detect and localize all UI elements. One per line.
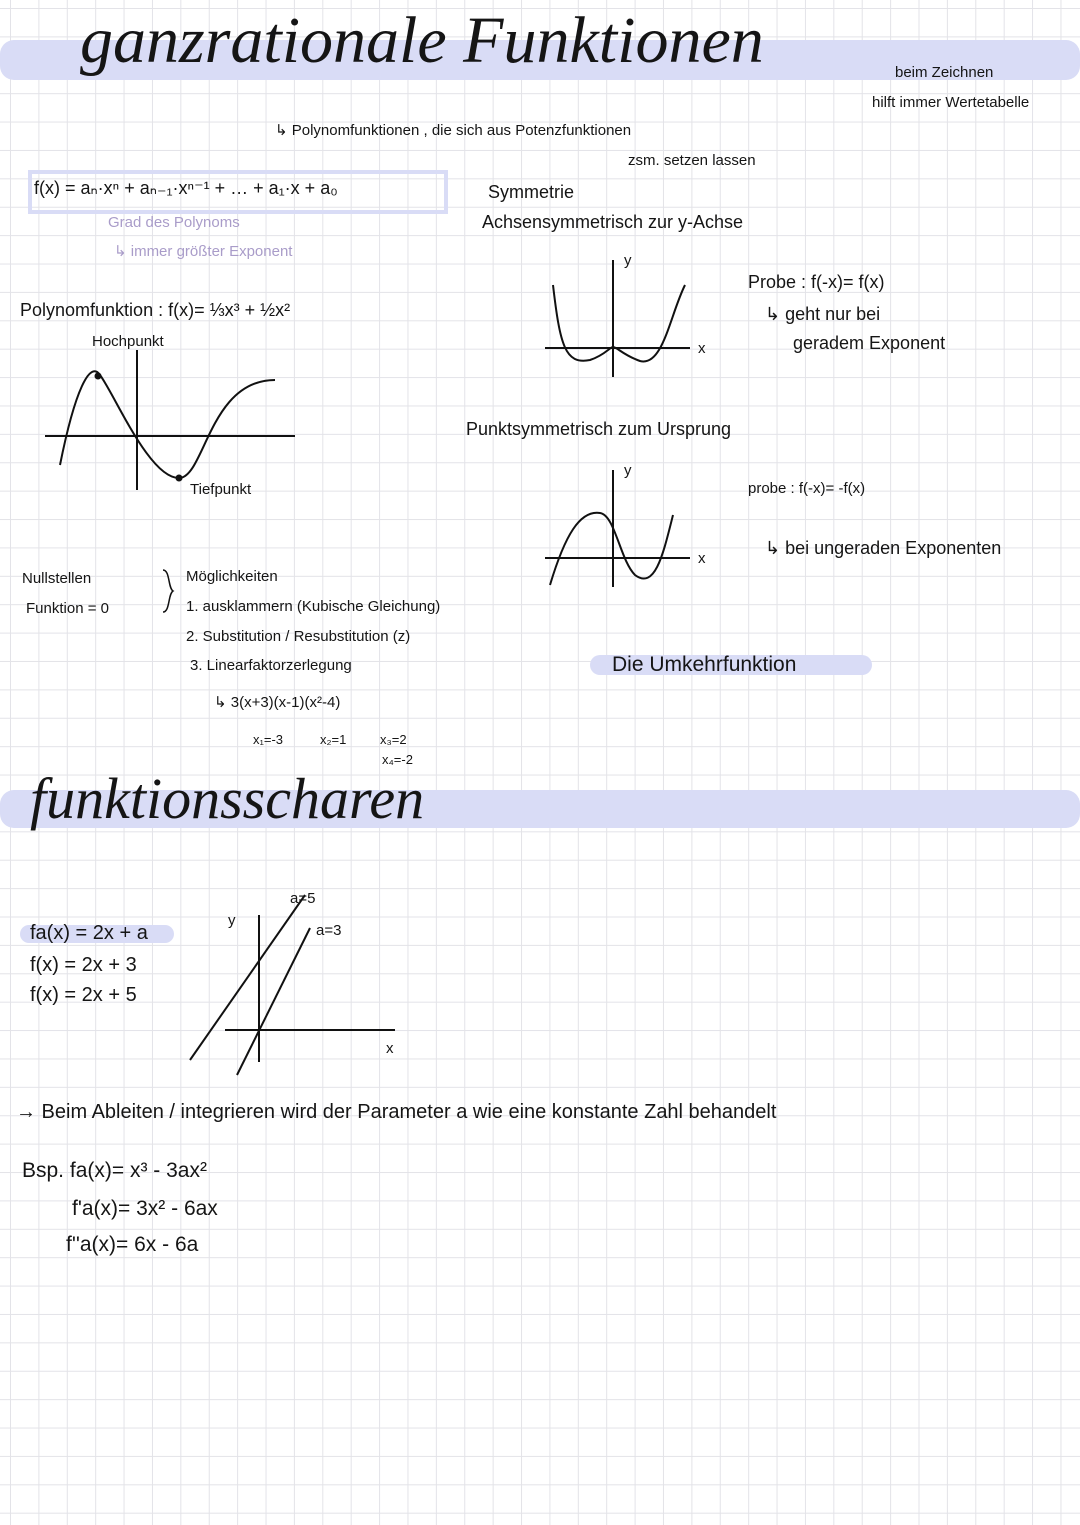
high-point-label: Hochpunkt — [92, 333, 164, 350]
axis-symmetry: Achsensymmetrisch zur y-Achse — [482, 212, 744, 232]
family-formula: f(x) = 2x + 5 — [30, 984, 137, 1006]
even-graph — [545, 255, 705, 380]
zeros-label: Funktion = 0 — [26, 600, 109, 617]
x-axis-label: x — [698, 550, 706, 567]
low-point-label: Tiefpunkt — [190, 481, 252, 498]
x-axis-label: x — [698, 340, 706, 357]
factorization: ↳ 3(x+3)(x-1)(x²-4) — [214, 694, 341, 711]
point-symmetry: Punktsymmetrisch zum Ursprung — [466, 419, 732, 439]
root: x₂=1 — [320, 732, 347, 747]
subtitle: zsm. setzen lassen — [628, 152, 756, 169]
example2-line: f'a(x)= 3x² - 6ax — [72, 1197, 218, 1220]
family-formula: fa(x) = 2x + a — [30, 922, 148, 944]
degree-note: ↳ immer größter Exponent — [114, 243, 293, 260]
axis-test: Probe : f(-x)= f(x) — [748, 272, 885, 292]
page-title: ganzrationale Funktionen — [80, 4, 764, 77]
inverse-function: Die Umkehrfunktion — [612, 653, 797, 676]
root: x₁=-3 — [253, 732, 284, 747]
side-note: hilft immer Wertetabelle — [872, 94, 1030, 111]
example2-line: Bsp. fa(x)= x³ - 3ax² — [22, 1159, 207, 1182]
option: 3. Linearfaktorzerlegung — [190, 657, 352, 674]
degree-note: Grad des Polynoms — [108, 214, 240, 231]
root: x₃=2 — [380, 732, 407, 747]
axis-note: ↳ geht nur bei — [765, 304, 881, 324]
zeros-label: Nullstellen — [22, 570, 92, 587]
subtitle: ↳ Polynomfunktionen , die sich aus Potenzfunktionen — [275, 122, 632, 139]
family-formula: f(x) = 2x + 3 — [30, 954, 137, 976]
example-label: Polynomfunktion : f(x)= ⅓x³ + ½x² — [20, 300, 291, 320]
odd-graph — [545, 465, 705, 590]
symmetry-heading: Symmetrie — [488, 182, 575, 202]
point-note: ↳ bei ungeraden Exponenten — [765, 538, 1002, 558]
param-label: a=3 — [316, 922, 342, 939]
example2-line: f''a(x)= 6x - 6a — [66, 1233, 199, 1256]
section-title: funktionsscharen — [30, 766, 425, 831]
options-title: Möglichkeiten — [186, 568, 278, 585]
param-label: a=5 — [290, 890, 316, 907]
rule-text: → Beim Ableiten / integrieren wird der Parameter a wie eine konstante Zahl behandelt — [16, 1101, 777, 1123]
option: 2. Substitution / Resubstitution (z) — [186, 628, 411, 645]
y-axis-label: y — [624, 252, 632, 269]
side-note: beim Zeichnen — [895, 64, 994, 81]
point-test: probe : f(-x)= -f(x) — [748, 480, 866, 497]
axis-note: geradem Exponent — [793, 333, 946, 353]
cubic-graph — [40, 350, 300, 495]
y-axis-label: y — [624, 462, 632, 479]
y-axis-label: y — [228, 912, 236, 929]
general-formula: f(x) = aₙ·xⁿ + aₙ₋₁·xⁿ⁻¹ + … + a₁·x + a₀ — [34, 178, 338, 198]
brace-icon — [160, 568, 176, 614]
family-graph — [185, 890, 405, 1080]
x-axis-label: x — [386, 1040, 394, 1057]
root: x₄=-2 — [382, 752, 413, 767]
option: 1. ausklammern (Kubische Gleichung) — [186, 598, 441, 615]
